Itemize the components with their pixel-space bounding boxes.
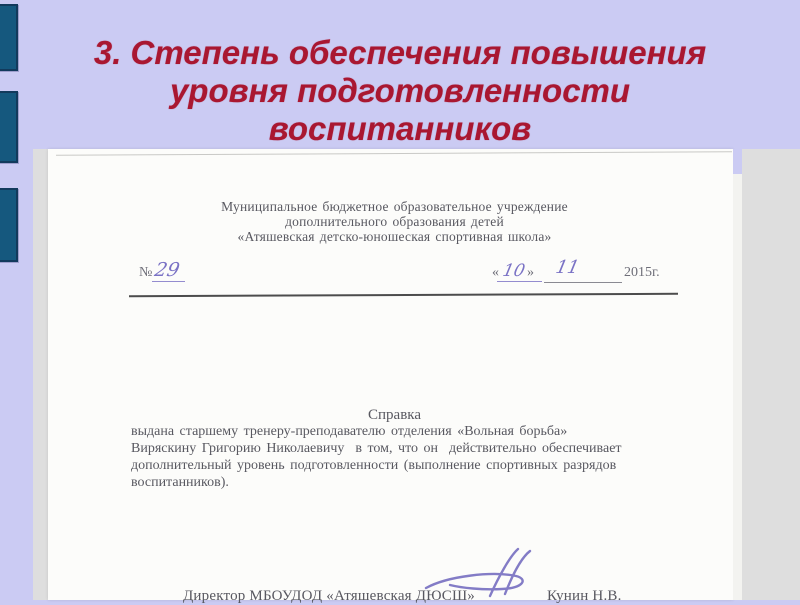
body-line-4: воспитанников).: [131, 475, 229, 490]
signature-role-text: Директор МБОУДОД «Атяшевская ДЮСШ»: [183, 588, 476, 604]
body-line-1: выдана старшему тренеру-преподавателю отделения «Вольная борьба»: [131, 424, 568, 439]
slide-title-line-1: 3. Степень обеспечения повышения: [93, 34, 707, 71]
accent-bar-middle: [0, 91, 18, 163]
date-year: 2015г.: [624, 265, 660, 280]
accent-bar-bottom: [0, 188, 18, 262]
body-line-3: дополнительный уровень подготовленности (выполнение спортивных разрядов: [131, 458, 617, 473]
document-org-header: [48, 199, 741, 244]
date-open-quote: «: [492, 265, 499, 280]
body-line-2: Виряскину Григорию Николаевичу в том, что он действительно обеспечивает: [131, 441, 622, 456]
date-day-handwritten: 10: [500, 261, 527, 281]
document-body-title: Справка: [368, 407, 421, 423]
date-day-underline: [497, 281, 542, 282]
org-line-1: Муниципальное бюджетное образовательное учреждение: [221, 199, 568, 214]
date-month-underline: [544, 282, 622, 283]
date-month-handwritten: 11: [553, 257, 582, 278]
accent-bar-top: [0, 4, 18, 71]
signature-name-text: Кунин Н.В.: [547, 588, 622, 604]
slide-title: [40, 34, 760, 148]
handwritten-signature-scribble: [420, 546, 570, 600]
number-underline: [152, 281, 185, 282]
document-number-label: №: [139, 265, 153, 280]
slide-title-line-2: уровня подготовленности: [169, 72, 631, 109]
org-line-3: «Атяшевская детско-юношеская спортивная школа»: [237, 229, 552, 244]
document-body: [131, 423, 726, 491]
slide-title-line-3: воспитанников: [268, 110, 532, 147]
document-number-handwritten: 29: [152, 259, 182, 281]
background-notch: [733, 149, 742, 174]
date-close-quote: »: [527, 265, 534, 280]
org-line-2: дополнительного образования детей: [285, 214, 504, 229]
